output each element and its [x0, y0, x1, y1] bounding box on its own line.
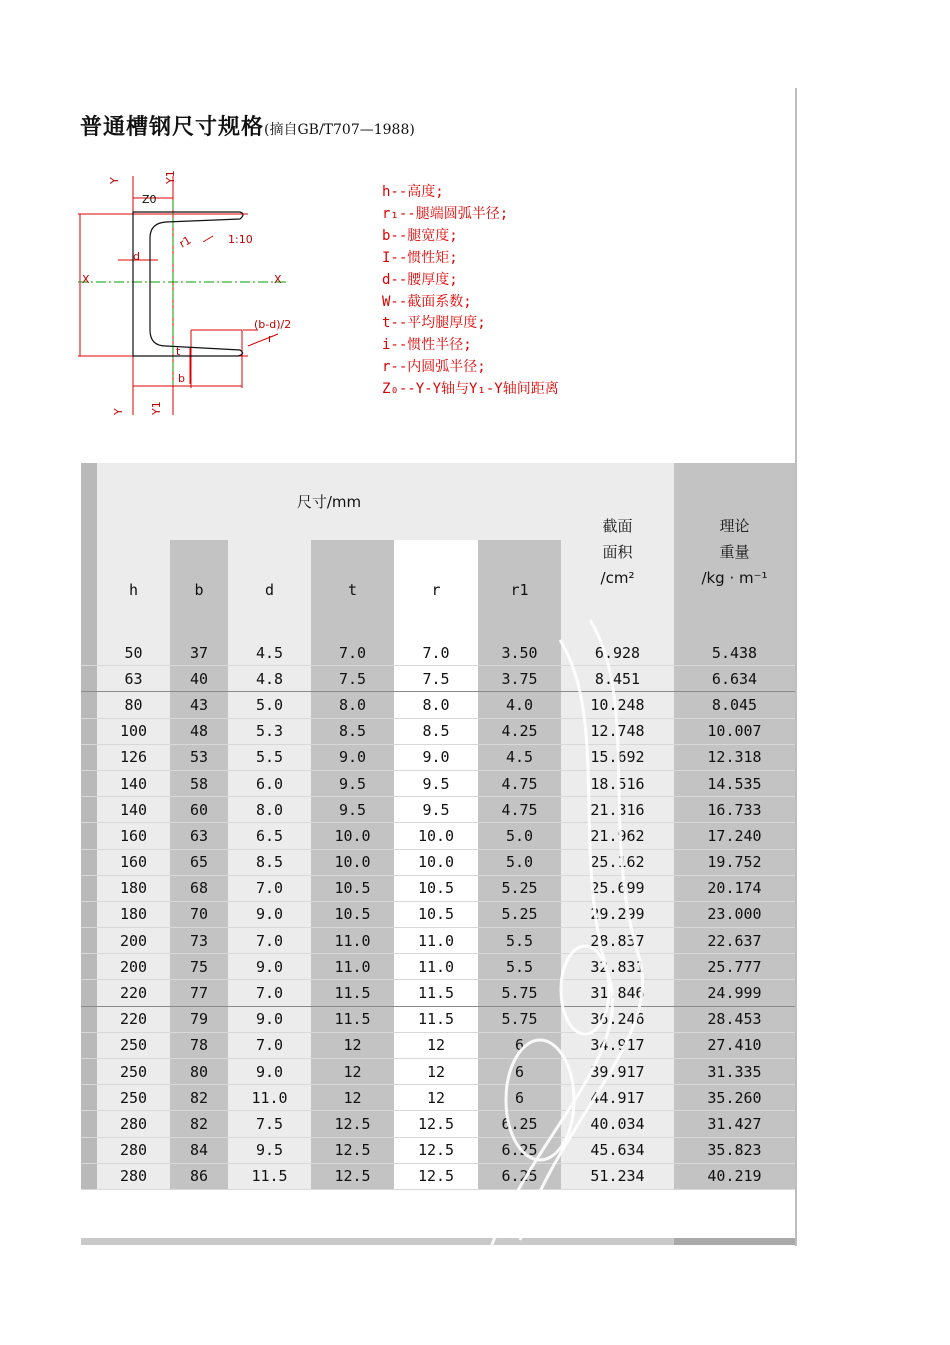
row-gutter — [81, 980, 97, 1006]
cell-h: 140 — [97, 797, 170, 823]
cell-b: 53 — [170, 744, 228, 770]
cell-h: 280 — [97, 1137, 170, 1163]
label-bd2: (b-d)/2 — [254, 318, 292, 331]
row-gutter — [81, 1111, 97, 1137]
cell-d: 4.5 — [228, 640, 311, 666]
cell-d: 9.0 — [228, 1059, 311, 1085]
cell-h: 220 — [97, 980, 170, 1006]
cell-r1: 5.75 — [478, 980, 561, 1006]
row-gutter — [81, 823, 97, 849]
cell-r: 10.0 — [394, 823, 478, 849]
title-main: 普通槽钢尺寸规格 — [80, 115, 265, 140]
cell-t: 10.0 — [311, 849, 394, 875]
cell-h: 160 — [97, 849, 170, 875]
cell-b: 77 — [170, 980, 228, 1006]
row-gutter — [81, 928, 97, 954]
cell-r: 11.0 — [394, 954, 478, 980]
cell-area: 21.316 — [561, 797, 674, 823]
cell-b: 73 — [170, 928, 228, 954]
row-gutter — [81, 1059, 97, 1085]
cell-area: 34.917 — [561, 1032, 674, 1058]
cell-t: 11.5 — [311, 980, 394, 1006]
table-row — [81, 928, 795, 954]
cell-t: 12.5 — [311, 1163, 394, 1189]
table-row — [81, 980, 795, 1006]
cell-r1: 6.25 — [478, 1163, 561, 1189]
cell-r1: 4.5 — [478, 744, 561, 770]
cell-r: 10.5 — [394, 901, 478, 927]
cell-area: 45.634 — [561, 1137, 674, 1163]
cell-r: 10.5 — [394, 875, 478, 901]
cell-h: 200 — [97, 954, 170, 980]
cell-r1: 6 — [478, 1085, 561, 1111]
cell-b: 80 — [170, 1059, 228, 1085]
cell-d: 4.8 — [228, 666, 311, 692]
cell-b: 82 — [170, 1085, 228, 1111]
cell-h: 63 — [97, 666, 170, 692]
cell-r: 12 — [394, 1059, 478, 1085]
column-header-d: d — [228, 540, 311, 640]
cell-area: 44.917 — [561, 1085, 674, 1111]
cell-area: 36.246 — [561, 1006, 674, 1032]
table-row — [81, 901, 795, 927]
cell-weight: 17.240 — [674, 823, 795, 849]
cell-r: 12 — [394, 1032, 478, 1058]
page-title — [80, 110, 415, 141]
cell-r: 9.0 — [394, 744, 478, 770]
cell-r: 9.5 — [394, 797, 478, 823]
row-gutter — [81, 692, 97, 718]
cell-t: 12.5 — [311, 1137, 394, 1163]
cell-r1: 4.75 — [478, 797, 561, 823]
cell-d: 6.5 — [228, 823, 311, 849]
page-edge-rule — [795, 88, 797, 1246]
label-x-right: X — [274, 273, 282, 286]
cell-d: 9.0 — [228, 1006, 311, 1032]
cell-b: 86 — [170, 1163, 228, 1189]
cell-weight: 6.634 — [674, 666, 795, 692]
cell-h: 250 — [97, 1085, 170, 1111]
cell-area: 15.692 — [561, 744, 674, 770]
cell-b: 65 — [170, 849, 228, 875]
legend-item: I--惯性矩; — [382, 249, 458, 266]
cell-h: 100 — [97, 718, 170, 744]
dimension-group-header: 尺寸/mm — [97, 463, 561, 540]
table-row — [81, 1163, 795, 1189]
cell-weight: 14.535 — [674, 770, 795, 796]
cell-b: 58 — [170, 770, 228, 796]
cell-r1: 4.75 — [478, 770, 561, 796]
cell-area: 29.299 — [561, 901, 674, 927]
legend-item: r₁--腿端圆弧半径; — [382, 205, 509, 222]
cell-r: 7.0 — [394, 640, 478, 666]
cell-r: 12.5 — [394, 1163, 478, 1189]
cell-r: 12.5 — [394, 1137, 478, 1163]
cell-r: 9.5 — [394, 770, 478, 796]
cell-h: 250 — [97, 1059, 170, 1085]
cell-b: 37 — [170, 640, 228, 666]
legend-item: i--惯性半径; — [382, 337, 472, 354]
cell-r1: 3.50 — [478, 640, 561, 666]
legend-item: t--平均腿厚度; — [382, 315, 486, 332]
row-gutter — [81, 1163, 97, 1189]
row-gutter — [81, 770, 97, 796]
cell-weight: 10.007 — [674, 718, 795, 744]
cell-t: 12.5 — [311, 1111, 394, 1137]
cell-area: 21.962 — [561, 823, 674, 849]
cell-area: 12.748 — [561, 718, 674, 744]
label-y-top: Y — [108, 177, 121, 184]
cell-b: 84 — [170, 1137, 228, 1163]
cell-h: 250 — [97, 1032, 170, 1058]
cell-d: 7.0 — [228, 1032, 311, 1058]
cell-weight: 35.260 — [674, 1085, 795, 1111]
cell-r1: 6 — [478, 1059, 561, 1085]
cell-r1: 5.5 — [478, 928, 561, 954]
cell-area: 6.928 — [561, 640, 674, 666]
cell-h: 200 — [97, 928, 170, 954]
cell-h: 220 — [97, 1006, 170, 1032]
cell-h: 140 — [97, 770, 170, 796]
label-r: r — [268, 332, 273, 345]
cell-area: 31.846 — [561, 980, 674, 1006]
spec-rows — [81, 640, 795, 1189]
cell-b: 70 — [170, 901, 228, 927]
cell-h: 160 — [97, 823, 170, 849]
cell-area: 10.248 — [561, 692, 674, 718]
row-gutter — [81, 1137, 97, 1163]
cell-d: 5.5 — [228, 744, 311, 770]
cell-r1: 3.75 — [478, 666, 561, 692]
cell-t: 8.0 — [311, 692, 394, 718]
row-gutter — [81, 1032, 97, 1058]
table-row — [81, 1006, 795, 1032]
weight-header-line2: 重量 — [719, 542, 750, 561]
cell-t: 9.0 — [311, 744, 394, 770]
cell-weight: 8.045 — [674, 692, 795, 718]
cell-b: 79 — [170, 1006, 228, 1032]
table-row — [81, 1032, 795, 1058]
cell-t: 12 — [311, 1085, 394, 1111]
cell-t: 11.0 — [311, 928, 394, 954]
cell-weight: 27.410 — [674, 1032, 795, 1058]
cell-r: 11.5 — [394, 980, 478, 1006]
cell-h: 50 — [97, 640, 170, 666]
area-header — [561, 463, 674, 640]
column-header-r: r — [394, 540, 478, 640]
cell-t: 12 — [311, 1059, 394, 1085]
cell-area: 51.234 — [561, 1163, 674, 1189]
table-row — [81, 849, 795, 875]
cell-weight: 23.000 — [674, 901, 795, 927]
cell-r: 11.5 — [394, 1006, 478, 1032]
cell-weight: 5.438 — [674, 640, 795, 666]
cell-t: 9.5 — [311, 770, 394, 796]
cell-h: 280 — [97, 1111, 170, 1137]
cell-t: 10.0 — [311, 823, 394, 849]
weight-header — [674, 463, 795, 640]
cell-r: 8.5 — [394, 718, 478, 744]
cell-t: 7.0 — [311, 640, 394, 666]
cell-d: 5.0 — [228, 692, 311, 718]
cell-h: 280 — [97, 1163, 170, 1189]
legend-item: Z₀--Y-Y轴与Y₁-Y轴间距离 — [382, 381, 559, 398]
column-header-t: t — [311, 540, 394, 640]
cell-r: 7.5 — [394, 666, 478, 692]
cell-d: 8.5 — [228, 849, 311, 875]
channel-section-diagram — [78, 170, 353, 420]
table-row — [81, 823, 795, 849]
cell-r1: 4.0 — [478, 692, 561, 718]
area-header-line2: 面积 — [602, 542, 633, 561]
cell-area: 8.451 — [561, 666, 674, 692]
label-t: t — [176, 345, 181, 358]
cell-weight: 19.752 — [674, 849, 795, 875]
cell-d: 6.0 — [228, 770, 311, 796]
cell-weight: 35.823 — [674, 1137, 795, 1163]
label-z0: Z0 — [142, 193, 157, 206]
cell-area: 32.831 — [561, 954, 674, 980]
symbol-legend — [382, 182, 559, 401]
legend-item: r--内圆弧半径; — [382, 359, 486, 376]
row-gutter — [81, 797, 97, 823]
cell-weight: 31.335 — [674, 1059, 795, 1085]
label-slope: 1:10 — [228, 233, 253, 246]
table-row — [81, 1059, 795, 1085]
cell-weight: 16.733 — [674, 797, 795, 823]
row-gutter — [81, 640, 97, 666]
cell-area: 40.034 — [561, 1111, 674, 1137]
channel-spec-table — [81, 463, 795, 1190]
cell-d: 5.3 — [228, 718, 311, 744]
cell-weight: 31.427 — [674, 1111, 795, 1137]
cell-r: 8.0 — [394, 692, 478, 718]
cell-d: 9.0 — [228, 954, 311, 980]
cell-t: 10.5 — [311, 901, 394, 927]
cell-r1: 6.25 — [478, 1111, 561, 1137]
cell-d: 9.0 — [228, 901, 311, 927]
cell-r1: 6 — [478, 1032, 561, 1058]
cell-area: 39.917 — [561, 1059, 674, 1085]
table-row — [81, 744, 795, 770]
cell-area: 28.837 — [561, 928, 674, 954]
table-footer-bar — [81, 1238, 674, 1245]
cell-r: 10.0 — [394, 849, 478, 875]
cell-r1: 5.25 — [478, 901, 561, 927]
cell-d: 7.0 — [228, 875, 311, 901]
cell-t: 8.5 — [311, 718, 394, 744]
row-gutter — [81, 1085, 97, 1111]
legend-item: b--腿宽度; — [382, 227, 458, 244]
cell-b: 82 — [170, 1111, 228, 1137]
label-y-bottom: Y — [112, 408, 125, 415]
cell-b: 78 — [170, 1032, 228, 1058]
cell-weight: 12.318 — [674, 744, 795, 770]
table-row — [81, 718, 795, 744]
cell-b: 43 — [170, 692, 228, 718]
table-gutter — [81, 463, 97, 640]
weight-header-line1: 理论 — [719, 516, 750, 535]
cell-t: 11.5 — [311, 1006, 394, 1032]
cell-weight: 24.999 — [674, 980, 795, 1006]
label-y1-bottom: Y1 — [150, 401, 163, 415]
cell-b: 75 — [170, 954, 228, 980]
cell-b: 60 — [170, 797, 228, 823]
cell-t: 12 — [311, 1032, 394, 1058]
cell-weight: 22.637 — [674, 928, 795, 954]
label-x-left: X — [82, 273, 90, 286]
row-gutter — [81, 901, 97, 927]
cell-r: 11.0 — [394, 928, 478, 954]
cell-d: 11.0 — [228, 1085, 311, 1111]
cell-h: 180 — [97, 901, 170, 927]
cell-t: 11.0 — [311, 954, 394, 980]
cell-d: 7.0 — [228, 928, 311, 954]
cell-r: 12.5 — [394, 1111, 478, 1137]
cell-area: 25.162 — [561, 849, 674, 875]
table-row — [81, 875, 795, 901]
cell-r1: 5.25 — [478, 875, 561, 901]
cell-r1: 4.25 — [478, 718, 561, 744]
label-d: d — [133, 250, 140, 263]
cell-r1: 5.0 — [478, 823, 561, 849]
cell-area: 25.699 — [561, 875, 674, 901]
cell-d: 7.0 — [228, 980, 311, 1006]
table-row — [81, 797, 795, 823]
table-row — [81, 640, 795, 666]
cell-d: 11.5 — [228, 1163, 311, 1189]
cell-t: 7.5 — [311, 666, 394, 692]
cell-b: 40 — [170, 666, 228, 692]
cell-h: 80 — [97, 692, 170, 718]
legend-item: h--高度; — [382, 184, 444, 200]
cell-t: 10.5 — [311, 875, 394, 901]
table-row — [81, 692, 795, 718]
cell-weight: 28.453 — [674, 1006, 795, 1032]
cell-d: 7.5 — [228, 1111, 311, 1137]
cell-r: 12 — [394, 1085, 478, 1111]
cell-area: 18.516 — [561, 770, 674, 796]
table-row — [81, 770, 795, 796]
row-gutter — [81, 954, 97, 980]
cell-d: 9.5 — [228, 1137, 311, 1163]
area-header-unit: /cm² — [600, 568, 635, 587]
row-gutter — [81, 849, 97, 875]
area-header-line1: 截面 — [602, 516, 633, 535]
label-r1: r1 — [177, 233, 194, 251]
table-footer-bar-dark — [674, 1238, 795, 1245]
cell-b: 48 — [170, 718, 228, 744]
cell-r1: 5.0 — [478, 849, 561, 875]
cell-r1: 5.75 — [478, 1006, 561, 1032]
table-row — [81, 666, 795, 692]
row-gutter — [81, 1006, 97, 1032]
column-header-r1: r1 — [478, 540, 561, 640]
legend-item: d--腰厚度; — [382, 271, 458, 288]
cell-weight: 40.219 — [674, 1163, 795, 1189]
weight-header-unit: /kg · m⁻¹ — [701, 568, 768, 587]
cell-d: 8.0 — [228, 797, 311, 823]
column-header-h: h — [97, 540, 170, 640]
table-row — [81, 1111, 795, 1137]
cell-h: 126 — [97, 744, 170, 770]
cell-weight: 20.174 — [674, 875, 795, 901]
row-gutter — [81, 718, 97, 744]
legend-item: W--截面系数; — [382, 293, 472, 310]
row-gutter — [81, 875, 97, 901]
column-header-b: b — [170, 540, 228, 640]
table-row — [81, 954, 795, 980]
cell-r1: 5.5 — [478, 954, 561, 980]
cell-b: 68 — [170, 875, 228, 901]
label-y1-top: Y1 — [164, 170, 177, 184]
row-gutter — [81, 666, 97, 692]
table-row — [81, 1137, 795, 1163]
cell-weight: 25.777 — [674, 954, 795, 980]
title-source: (摘自GB/T707—1988) — [264, 122, 415, 138]
cell-r1: 6.25 — [478, 1137, 561, 1163]
table-row — [81, 1085, 795, 1111]
label-b: b — [178, 372, 185, 385]
cell-b: 63 — [170, 823, 228, 849]
row-gutter — [81, 744, 97, 770]
cell-t: 9.5 — [311, 797, 394, 823]
cell-h: 180 — [97, 875, 170, 901]
